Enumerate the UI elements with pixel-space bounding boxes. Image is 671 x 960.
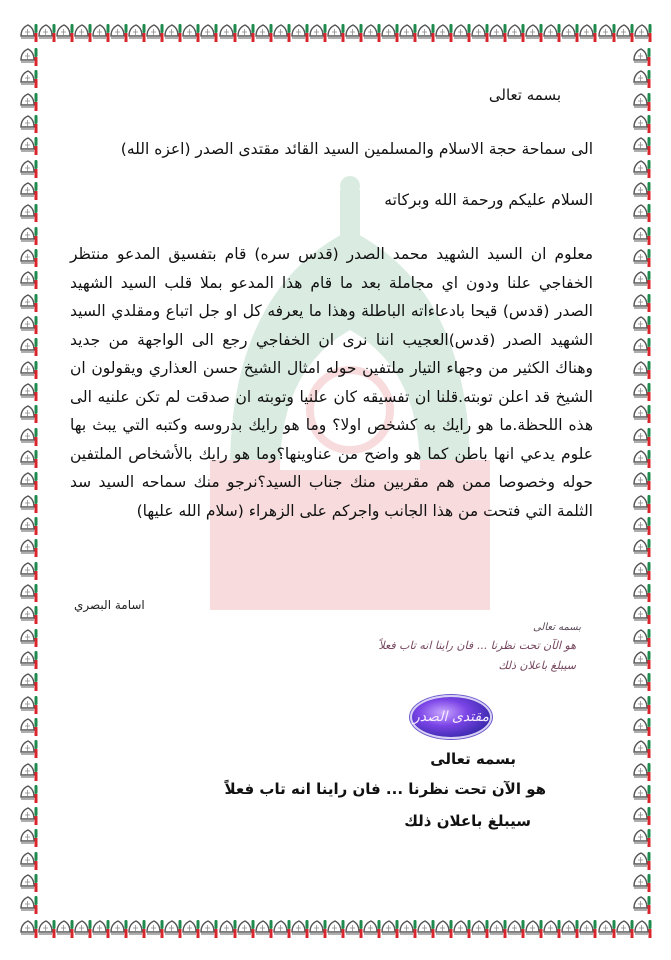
mosque-border-tile-icon [164,22,182,43]
mosque-border-tile-icon [128,918,146,939]
mosque-border-tile-icon [633,46,651,67]
mosque-border-tile-icon [38,918,56,939]
mosque-border-tile-icon [471,918,489,939]
mosque-border-tile-icon [633,515,651,536]
mosque-border-tile-icon [164,918,182,939]
mosque-border-tile-icon [20,470,38,491]
mosque-border-tile-icon [543,918,561,939]
mosque-border-tile-icon [20,627,38,648]
mosque-border-tile-icon [507,22,525,43]
mosque-border-tile-icon [633,694,651,715]
mosque-border-tile-icon [616,918,634,939]
mosque-border-tile-icon [20,671,38,692]
mosque-border-tile-icon [56,918,74,939]
mosque-border-tile-icon [616,22,634,43]
mosque-border-tile-icon [633,158,651,179]
mosque-border-tile-icon [20,918,38,939]
mosque-border-tile-icon [633,827,651,848]
typed-reply-basmala: بسمه تعالى [430,750,516,768]
mosque-border-tile-icon [237,22,255,43]
mosque-border-tile-icon [128,22,146,43]
mosque-border-tile-icon [110,918,128,939]
mosque-border-tile-icon [255,22,273,43]
mosque-border-tile-icon [633,805,651,826]
mosque-border-tile-icon [20,761,38,782]
mosque-border-tile-icon [579,22,597,43]
mosque-border-tile-icon [20,269,38,290]
mosque-border-tile-icon [417,22,435,43]
mosque-border-tile-icon [219,918,237,939]
mosque-border-tile-icon [381,22,399,43]
mosque-border-tile-icon [20,805,38,826]
mosque-border-tile-icon [20,582,38,603]
mosque-border-tile-icon [20,381,38,402]
mosque-border-tile-icon [20,493,38,514]
mosque-border-tile-icon [20,292,38,313]
mosque-border-tile-icon [633,582,651,603]
mosque-border-tile-icon [633,68,651,89]
mosque-border-tile-icon [20,403,38,424]
mosque-border-tile-icon [182,918,200,939]
mosque-border-tile-icon [345,22,363,43]
mosque-border-tile-icon [20,738,38,759]
mosque-border-tile-icon [633,225,651,246]
mosque-border-tile-icon [598,918,616,939]
mosque-border-tile-icon [633,493,651,514]
mosque-border-tile-icon [633,738,651,759]
mosque-border-tile-icon [309,22,327,43]
mosque-border-tile-icon [20,872,38,893]
mosque-border-tile-icon [273,22,291,43]
mosque-border-tile-icon [345,918,363,939]
letter-greeting: السلام عليكم ورحمة الله وبركاته [384,191,593,209]
mosque-border-tile-icon [20,649,38,670]
mosque-border-tile-icon [20,783,38,804]
mosque-border-tile-icon [633,381,651,402]
mosque-border-tile-icon [543,22,561,43]
mosque-border-tile-icon [291,918,309,939]
mosque-border-tile-icon [633,113,651,134]
mosque-border-tile-icon [633,247,651,268]
mosque-border-tile-icon [634,22,652,43]
typed-reply-line-1: هو الآن تحت نظرنا ... فان راينا انه تاب فعلاً [224,780,546,798]
mosque-border-tile-icon [20,113,38,134]
mosque-border-tile-icon [255,918,273,939]
mosque-border-tile-icon [633,292,651,313]
mosque-border-tile-icon [309,918,327,939]
decorative-border-right [633,46,651,916]
mosque-border-tile-icon [633,872,651,893]
mosque-border-tile-icon [20,850,38,871]
mosque-border-tile-icon [237,918,255,939]
handwritten-basmala: بسمه تعالى [532,622,581,633]
mosque-border-tile-icon [633,448,651,469]
mosque-border-tile-icon [399,918,417,939]
mosque-border-tile-icon [291,22,309,43]
decorative-border-left [20,46,38,916]
mosque-border-tile-icon [633,537,651,558]
mosque-border-tile-icon [219,22,237,43]
letter-signer: اسامة البصري [74,598,145,612]
mosque-border-tile-icon [20,515,38,536]
mosque-border-tile-icon [633,716,651,737]
mosque-border-tile-icon [110,22,128,43]
mosque-border-tile-icon [20,202,38,223]
mosque-border-tile-icon [633,894,651,915]
mosque-border-tile-icon [92,22,110,43]
mosque-border-tile-icon [20,91,38,112]
mosque-border-tile-icon [200,22,218,43]
mosque-border-tile-icon [417,918,435,939]
mosque-border-tile-icon [633,604,651,625]
mosque-border-tile-icon [20,560,38,581]
mosque-border-tile-icon [146,22,164,43]
mosque-border-tile-icon [525,22,543,43]
mosque-border-tile-icon [20,359,38,380]
decorative-border-top [20,22,652,44]
mosque-border-tile-icon [20,247,38,268]
mosque-border-tile-icon [56,22,74,43]
mosque-border-tile-icon [20,68,38,89]
mosque-border-tile-icon [633,403,651,424]
mosque-border-tile-icon [633,470,651,491]
mosque-border-tile-icon [471,22,489,43]
mosque-border-tile-icon [598,22,616,43]
mosque-border-tile-icon [633,426,651,447]
mosque-border-tile-icon [435,918,453,939]
mosque-border-tile-icon [20,827,38,848]
mosque-border-tile-icon [363,918,381,939]
mosque-border-tile-icon [20,537,38,558]
mosque-border-tile-icon [381,918,399,939]
mosque-border-tile-icon [633,202,651,223]
letter-addressee: الى سماحة حجة الاسلام والمسلمين السيد القائد مقتدى الصدر (اعزه الله) [120,140,593,158]
mosque-border-tile-icon [633,850,651,871]
mosque-border-tile-icon [453,918,471,939]
mosque-border-tile-icon [20,604,38,625]
mosque-border-tile-icon [273,918,291,939]
mosque-border-tile-icon [633,560,651,581]
mosque-border-tile-icon [38,22,56,43]
mosque-border-tile-icon [633,627,651,648]
mosque-border-tile-icon [489,918,507,939]
mosque-border-tile-icon [633,91,651,112]
mosque-border-tile-icon [633,359,651,380]
mosque-border-tile-icon [633,649,651,670]
letter-body: معلوم ان السيد الشهيد محمد الصدر (قدس سره) قام بتفسيق المدعو منتظر الخفاجي علنا ودون اي مجاملة بعد ما قام هذا المدعو بملا قلب السيد الشهيد الصدر (قدس) قيحا بادعاءاته الباطلة وهذا ما يعرفه كل او جل اتباع ومقلدي السيد الشهيد الصدر (قدس)العجيب اننا نرى ان الخفاجي رجع الى الواجهة من جديد وهناك الكثير من وجهاء التيار ملتفين حوله امثال الشيخ حسن العذاري ويقولون ان الشيخ قد اعلن توبته.قلنا ان تفسيقه كان علنيا وتوبته ان صدقت لم تكن علنيه الى هذه اللحظة.ما هو رايك به كشخص اولا؟ وما هو رايك بدروسه وكتبه التي يبث بها علوم يدعي انها باطن كما هو واضح من عناوينها؟وما هو رايك بالأشخاص الملتفين حوله وخصوصا ممن هم مقربين منك جناب السيد؟نرجو منك سماحه السيد سد الثلمة التي فتحت من هذا الجانب واجركم على الزهراء (سلام الله عليها) [70,245,593,520]
mosque-border-tile-icon [633,314,651,335]
mosque-border-tile-icon [20,158,38,179]
mosque-border-tile-icon [453,22,471,43]
mosque-border-tile-icon [20,894,38,915]
mosque-border-tile-icon [327,22,345,43]
mosque-border-tile-icon [92,918,110,939]
mosque-border-tile-icon [20,180,38,201]
mosque-border-tile-icon [634,918,652,939]
mosque-border-tile-icon [633,269,651,290]
mosque-border-tile-icon [633,671,651,692]
mosque-border-tile-icon [20,314,38,335]
mosque-border-tile-icon [182,22,200,43]
mosque-border-tile-icon [561,22,579,43]
mosque-border-tile-icon [20,22,38,43]
mosque-border-tile-icon [20,336,38,357]
mosque-border-tile-icon [633,783,651,804]
mosque-border-tile-icon [74,22,92,43]
mosque-border-tile-icon [20,225,38,246]
mosque-border-tile-icon [327,918,345,939]
mosque-border-tile-icon [561,918,579,939]
mosque-border-tile-icon [525,918,543,939]
typed-reply-line-2: سيبلغ باعلان ذلك [404,812,531,830]
mosque-border-tile-icon [20,426,38,447]
mosque-border-tile-icon [633,336,651,357]
mosque-border-tile-icon [579,918,597,939]
handwritten-line-1: هو الآن تحت نظرنا ... فان راينا انه تاب فعلاً [378,639,576,652]
mosque-border-tile-icon [20,448,38,469]
handwritten-line-2: سيبلغ باعلان ذلك [498,659,576,672]
seal-text: مقتدى الصدر [413,709,489,725]
mosque-border-tile-icon [633,180,651,201]
official-seal-stamp [410,695,492,739]
mosque-border-tile-icon [507,918,525,939]
mosque-border-tile-icon [489,22,507,43]
mosque-border-tile-icon [20,135,38,156]
decorative-border-bottom [20,918,652,940]
letter-basmala: بسمه تعالى [488,86,561,104]
mosque-border-tile-icon [20,716,38,737]
mosque-border-tile-icon [633,135,651,156]
mosque-border-tile-icon [363,22,381,43]
mosque-border-tile-icon [200,918,218,939]
mosque-border-tile-icon [399,22,417,43]
mosque-border-tile-icon [20,694,38,715]
mosque-border-tile-icon [435,22,453,43]
mosque-border-tile-icon [74,918,92,939]
mosque-border-tile-icon [633,761,651,782]
mosque-border-tile-icon [146,918,164,939]
mosque-border-tile-icon [20,46,38,67]
